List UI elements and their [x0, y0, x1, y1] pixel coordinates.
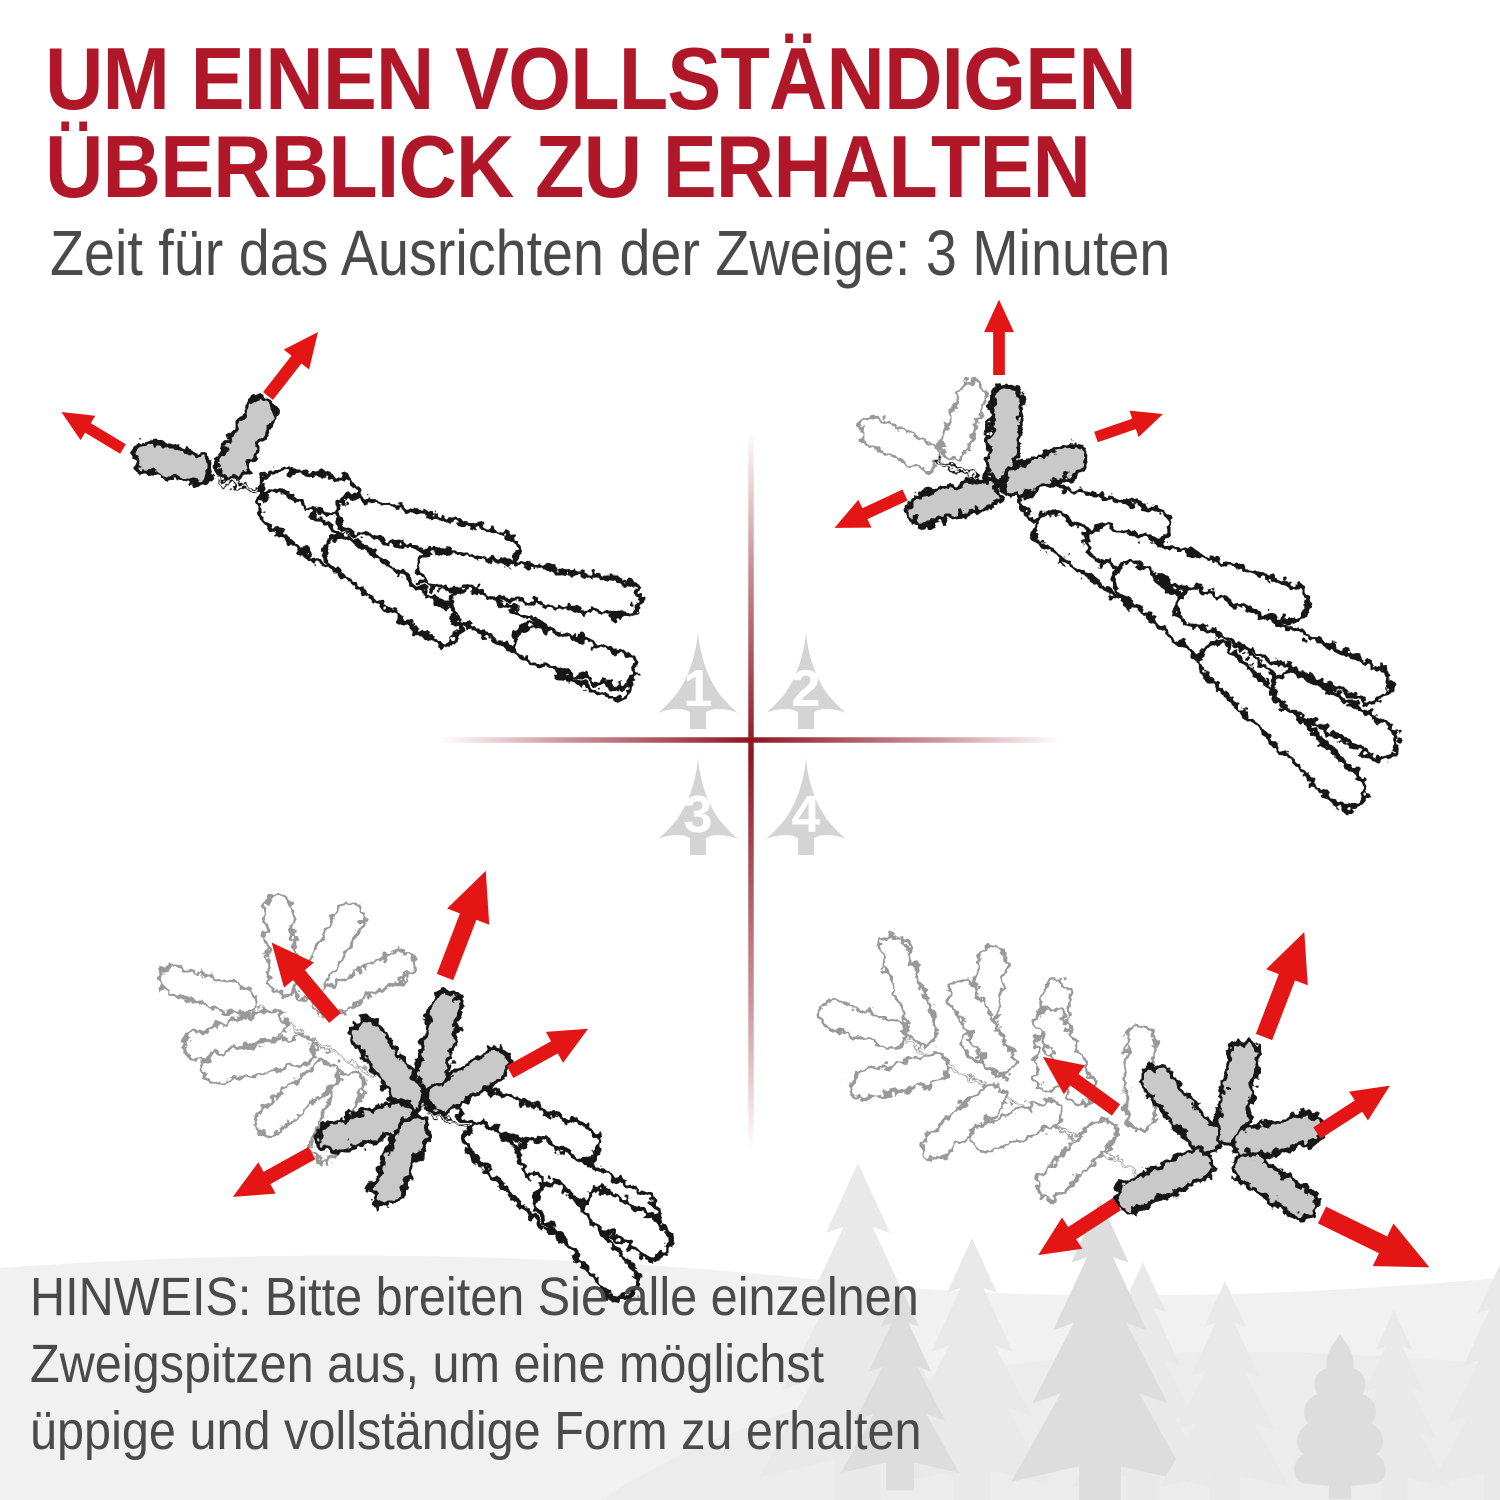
page-title-line1: UM EINEN VOLLSTÄNDIGEN: [45, 29, 1136, 128]
branch-sketch-step3: [155, 894, 677, 1307]
header: [45, 29, 1231, 216]
note-block: [30, 1264, 1021, 1465]
spread-arrow-icon: [1243, 924, 1325, 1045]
spread-arrow-icon: [828, 481, 911, 542]
note-line2: Zweigspitzen aus, um eine möglichst: [30, 1334, 825, 1394]
spread-arrow-icon: [224, 1137, 321, 1212]
spread-arrow-icon: [255, 322, 330, 406]
spread-arrow-icon: [501, 1013, 596, 1087]
spread-arrows-step1: [54, 322, 331, 461]
spread-arrow-icon: [54, 400, 130, 461]
note-line3: üppige und vollständige Form zu erhalten: [30, 1401, 922, 1461]
step-4-tree-icon: [766, 758, 846, 855]
step-2-tree-icon: [766, 632, 846, 729]
page-subtitle: Zeit für das Ausrichten der Zweige: 3 Minuten: [50, 217, 1171, 289]
step-1-number: 1: [683, 660, 713, 718]
step-2-number: 2: [791, 660, 821, 718]
spread-arrow-icon: [1091, 401, 1167, 451]
page-title-line2: ÜBERBLICK ZU ERHALTEN: [45, 117, 1091, 216]
branch-sketch-step1: [131, 394, 643, 705]
branch-sketch-step2: [855, 378, 1405, 816]
step-3-number: 3: [683, 786, 713, 844]
step-4-number: 4: [791, 786, 821, 844]
step-3-tree-icon: [658, 758, 738, 855]
spread-arrow-icon: [1312, 1194, 1440, 1289]
note-line1: HINWEIS: Bitte breiten Sie alle einzelnen: [30, 1267, 919, 1327]
subtitle-block: [50, 218, 1338, 288]
spread-arrow-icon: [984, 300, 1014, 375]
spread-arrow-icon: [1308, 1071, 1400, 1147]
spread-arrow-icon: [424, 863, 507, 985]
step-1-tree-icon: [658, 632, 738, 729]
